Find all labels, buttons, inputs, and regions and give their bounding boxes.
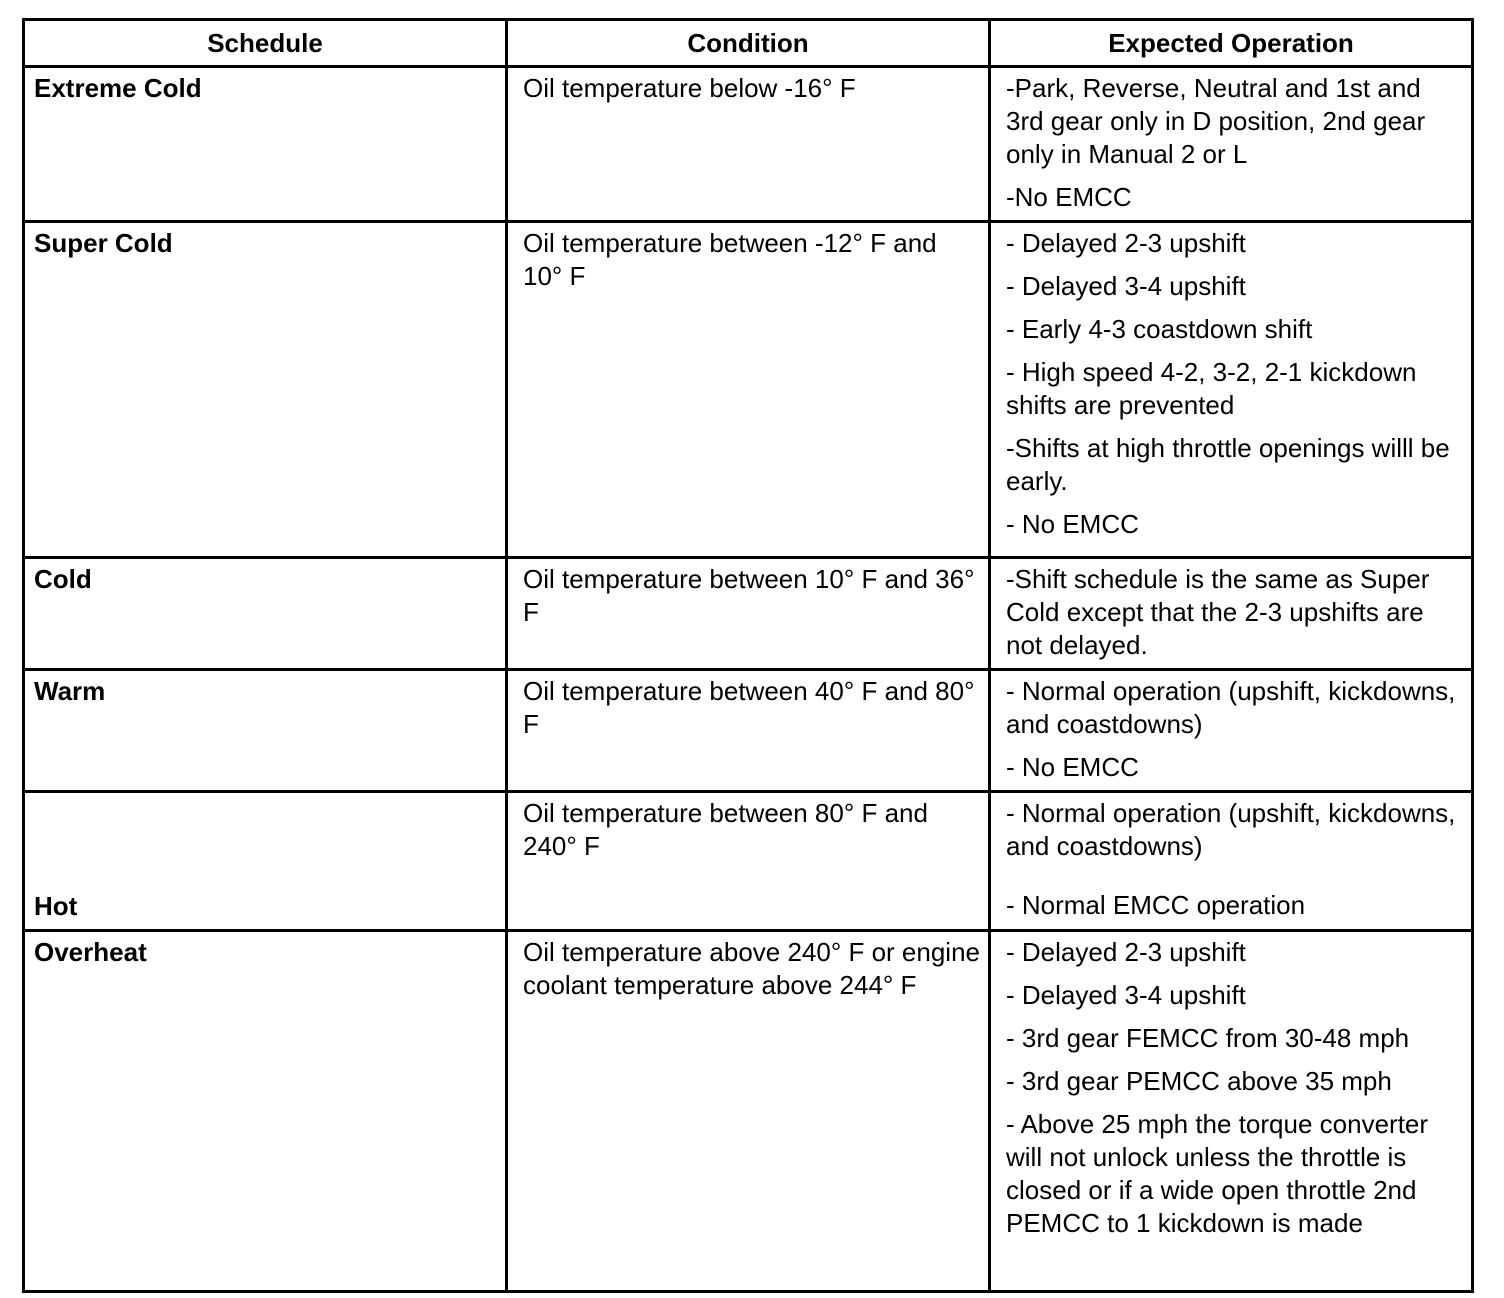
operation-item: - High speed 4-2, 3-2, 2-1 kickdown shifts are prevented [1006, 357, 1417, 420]
operation-cell [990, 931, 1473, 1292]
shift-schedule-table [22, 18, 1474, 1293]
table-row [24, 670, 1473, 792]
operation-item: -Shift schedule is the same as Super Cold except that the 2-3 upshifts are not delayed. [1006, 564, 1430, 660]
schedule-cell: Extreme Cold [24, 67, 507, 222]
schedule-cell: Cold [24, 558, 507, 670]
operation-cell [990, 558, 1473, 670]
operation-item: - Above 25 mph the torque converter will not unlock unless the throttle is closed or if a wide open throttle 2nd PEMCC to 1 kickdown is made [1006, 1109, 1429, 1238]
table-row [24, 931, 1473, 1292]
operation-item: -Shifts at high throttle openings willl be early. [1006, 433, 1450, 496]
condition-cell: Oil temperature below -16° F [507, 67, 990, 222]
schedule-cell: Overheat [24, 931, 507, 1292]
schedule-cell: Super Cold [24, 222, 507, 558]
operation-item: - Delayed 2-3 upshift [1006, 228, 1246, 258]
operation-cell [990, 67, 1473, 222]
condition-cell: Oil temperature between -12° F and 10° F [507, 222, 990, 558]
header-row [24, 20, 1473, 67]
operation-item: - Delayed 3-4 upshift [1006, 980, 1246, 1010]
operation-item: - 3rd gear FEMCC from 30-48 mph [1006, 1023, 1410, 1053]
operation-item: - Early 4-3 coastdown shift [1006, 314, 1313, 344]
operation-item: - No EMCC [1006, 509, 1139, 539]
operation-item: - Normal EMCC operation [1006, 890, 1306, 920]
schedule-cell: Hot [24, 792, 507, 931]
operation-item: -No EMCC [1006, 182, 1132, 212]
condition-cell: Oil temperature above 240° F or engine coolant temperature above 244° F [507, 931, 990, 1292]
table-row [24, 67, 1473, 222]
header-schedule: Schedule [24, 20, 507, 67]
operation-item: - 3rd gear PEMCC above 35 mph [1006, 1066, 1392, 1096]
operation-item: - Delayed 3-4 upshift [1006, 271, 1246, 301]
header-expected-operation: Expected Operation [990, 20, 1473, 67]
operation-item: - Normal operation (upshift, kickdowns, and coastdowns) [1006, 798, 1456, 861]
operation-cell [990, 222, 1473, 558]
condition-cell: Oil temperature between 40° F and 80° F [507, 670, 990, 792]
operation-item: - Normal operation (upshift, kickdowns, and coastdowns) [1006, 676, 1456, 739]
header-condition: Condition [507, 20, 990, 67]
operation-cell [990, 670, 1473, 792]
table-row [24, 222, 1473, 558]
schedule-cell: Warm [24, 670, 507, 792]
condition-cell: Oil temperature between 10° F and 36° F [507, 558, 990, 670]
condition-cell: Oil temperature between 80° F and 240° F [507, 792, 990, 931]
operation-item: - No EMCC [1006, 752, 1139, 782]
operation-item: - Delayed 2-3 upshift [1006, 937, 1246, 967]
table-row [24, 792, 1473, 931]
table-row [24, 558, 1473, 670]
operation-item: -Park, Reverse, Neutral and 1st and 3rd gear only in D position, 2nd gear only in Manual 2 or L [1006, 73, 1426, 169]
operation-cell [990, 792, 1473, 931]
